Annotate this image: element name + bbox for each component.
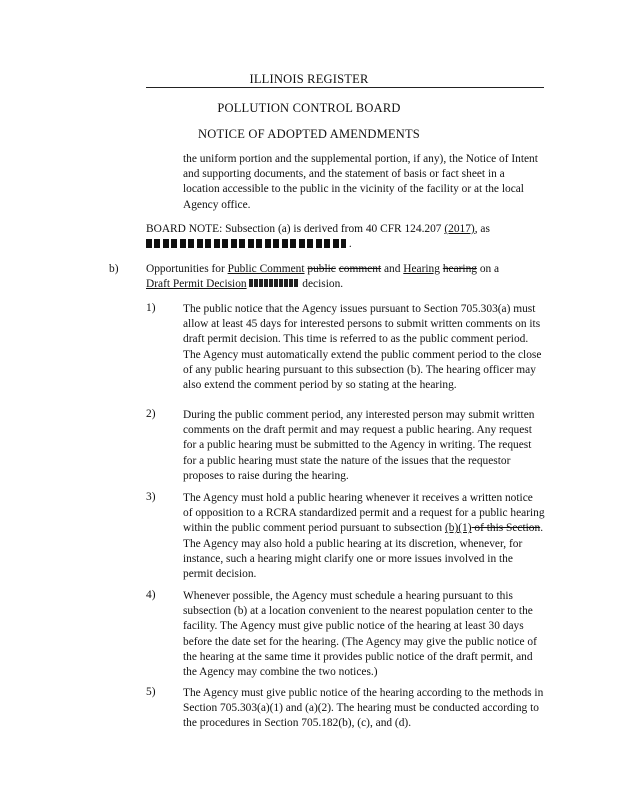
item-text: During the public comment period, any interested person may submit written comments on the draft permit and may request a public hearing. Any request for a public hearing must be submitted to the Agency in writing. The request for a public hearing must state the nature of the issues that the requestor proposes to raise during the hearing. xyxy=(183,409,535,482)
item-text xyxy=(183,491,545,582)
board-note-year: (2017) xyxy=(444,223,475,235)
item-text: The public notice that the Agency issues pursuant to Section 705.303(a) must allow at least 45 days for interested persons to submit written comments on its draft permit decision. This time is referred to as the public comment period. The Agency must automatically extend the public comment period to the close of any public hearing pursuant to this subsection (b). The hearing officer may also extend the comment period by so stating at the hearing. xyxy=(183,303,542,392)
item-number: 3) xyxy=(146,491,156,503)
item-insert: (b)(1) xyxy=(444,522,472,535)
header-rule xyxy=(146,87,544,88)
board-note: BOARD NOTE: Subsection (a) is derived from 40 CFR 124.207 (2017), as . xyxy=(146,223,490,251)
section-b-heading xyxy=(146,262,544,292)
item-strike: of this Section xyxy=(471,522,541,535)
heading-insert: Draft Permit Decision xyxy=(146,278,247,291)
heading-strike: public xyxy=(307,263,336,275)
section-b-label: b) xyxy=(109,263,119,275)
heading-insert: Hearing xyxy=(403,263,440,275)
intro-paragraph: the uniform portion and the supplemental portion, if any), the Notice of Intent and supporting documents, and the statement of basis or fact sheet in a location accessible to the public in the vicinity of the facility or at the local Agency office. xyxy=(183,153,538,211)
item-text: The Agency must give public notice of the hearing according to the methods in Section 705.303(a)(1) and (a)(2). The hearing must be conducted according to the procedures in Section 705.182(b), (c), and (d). xyxy=(183,687,544,730)
board-title: POLLUTION CONTROL BOARD xyxy=(217,101,401,115)
register-title: ILLINOIS REGISTER xyxy=(249,72,369,86)
redacted-text xyxy=(249,279,299,287)
heading-text: and xyxy=(381,263,404,275)
heading-strike: hearing xyxy=(442,263,477,275)
heading-text: on a xyxy=(476,263,500,275)
heading-text: decision. xyxy=(299,278,344,291)
heading-insert: Public Comment xyxy=(227,263,305,275)
item-text-part: . The Agency may also hold a public hearing at its discretion, whenever, for instance, such a hearing might clarify one or more issues involved in the permit decision. xyxy=(183,522,544,581)
board-note-prefix: BOARD NOTE: Subsection (a) is derived from 40 CFR 124.207 xyxy=(146,223,445,235)
item-number: 1) xyxy=(146,302,156,314)
heading-text: Opportunities for xyxy=(146,263,228,275)
board-note-suffix: , as xyxy=(474,223,490,235)
heading-strike: comment xyxy=(338,263,382,275)
redacted-text xyxy=(146,239,346,248)
item-text-part: The Agency must hold a public hearing whenever it receives a written notice of opposition to a RCRA standardized permit and a request for a public hearing within the public comment period pursuant to subsection xyxy=(183,492,545,535)
item-number: 4) xyxy=(146,589,156,601)
notice-title: NOTICE OF ADOPTED AMENDMENTS xyxy=(198,127,420,141)
item-number: 2) xyxy=(146,408,156,420)
item-number: 5) xyxy=(146,686,156,698)
item-text: Whenever possible, the Agency must schedule a hearing pursuant to this subsection (b) at a location convenient to the nearest population center to the facility. The Agency must give public notice of the hearing at least 30 days before the date set for the hearing. (The Agency may give the public notice of the hearing at the same time it provides public notice of the draft permit, and the Agency may combine the two notices.) xyxy=(183,590,537,679)
